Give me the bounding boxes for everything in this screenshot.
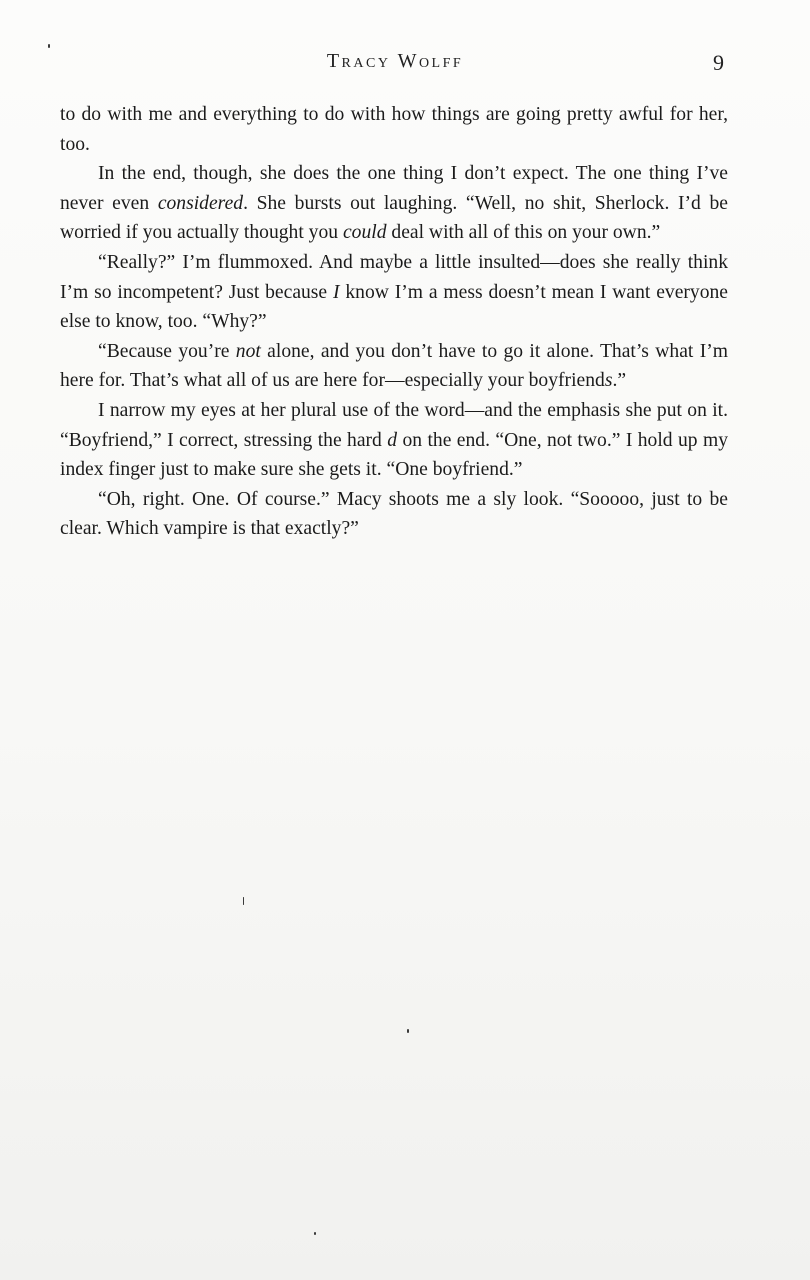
text-run: deal with all of this on your own.” (386, 222, 661, 244)
paragraph (60, 396, 728, 485)
paragraph (60, 248, 728, 337)
text-run: . She bursts out laughing. “Well, no shit, Sherlock. I’d be worried if you actually thought you (60, 192, 728, 244)
text-run: on the end. “One, not two.” I hold up my index finger just to make sure she gets it. “One boyfriend.” (60, 429, 728, 481)
paragraph (60, 159, 728, 248)
print-speck (407, 1029, 409, 1033)
text-run: “Oh, right. One. Of course.” Macy shoots me a sly look. “Sooooo, just to be clear. Which vampire is that exactly?” (60, 488, 728, 540)
italic-text: s (604, 370, 613, 392)
italic-text: considered (157, 192, 244, 214)
running-header (0, 50, 810, 76)
italic-text: d (387, 429, 398, 451)
text-run: to do with me and everything to do with how things are going pretty awful for her, too. (60, 104, 728, 155)
page-number: 9 (713, 50, 724, 75)
italic-text: could (342, 222, 387, 244)
italic-text: I (332, 281, 340, 303)
text-run: I narrow my eyes at her plural use of the word—and the emphasis she put on it. “Boyfriend,” I correct, stressing the hard (60, 399, 728, 451)
body-text (60, 100, 728, 544)
text-run: know I’m a mess doesn’t mean I want everyone else to know, too. “Why?” (60, 281, 728, 333)
paragraph (60, 337, 728, 396)
text-run: .” (612, 370, 627, 392)
print-speck (48, 44, 50, 48)
text-run: alone, and you don’t have to go it alone. That’s what I’m here for. That’s what all of us are here for—especially your boyfriend (60, 340, 728, 392)
print-speck (243, 897, 244, 905)
italic-text: not (235, 340, 261, 362)
running-head-author: Tracy Wolff (326, 50, 464, 72)
paragraph (60, 100, 728, 159)
text-run: “Because you’re (98, 340, 236, 362)
text-run: “Really?” I’m flummoxed. And maybe a little insulted—does she really think I’m so incompetent? Just because (60, 251, 728, 303)
text-run: In the end, though, she does the one thing I don’t expect. The one thing I’ve never even (60, 163, 728, 214)
print-speck (314, 1232, 316, 1235)
paragraph (60, 485, 728, 544)
